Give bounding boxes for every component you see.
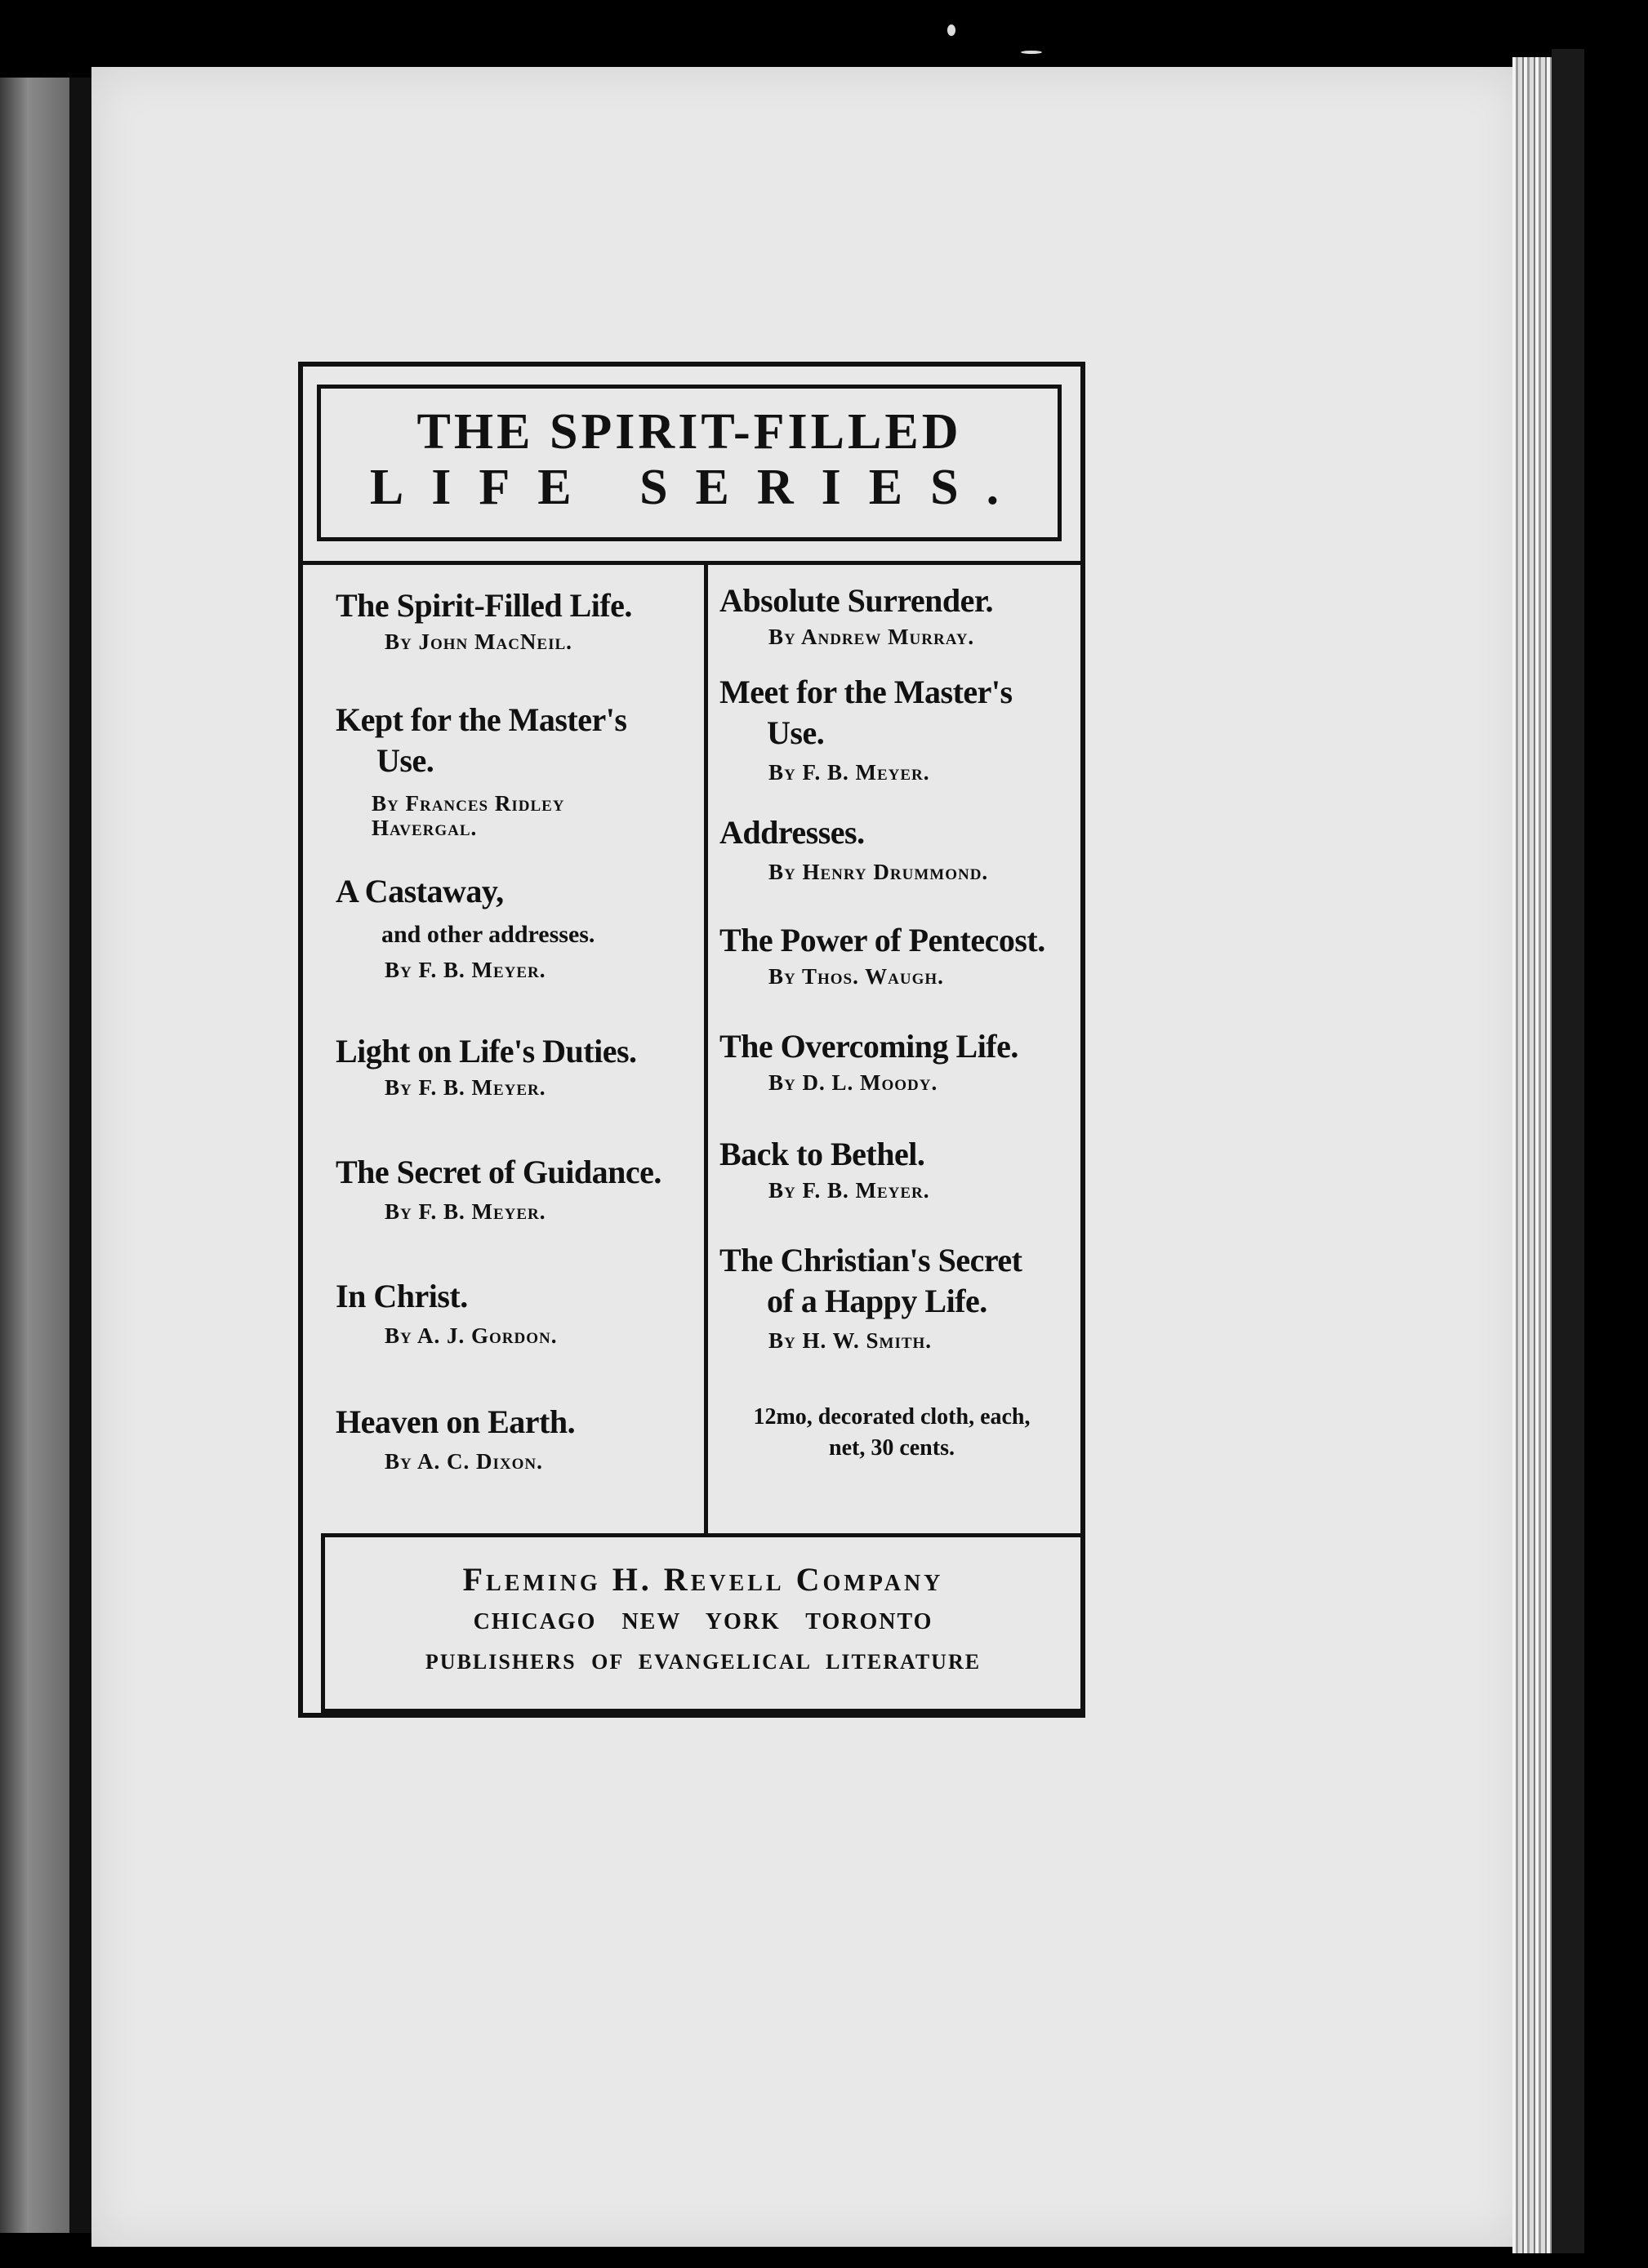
series-title-line-2: LIFE SERIES.	[369, 460, 1027, 515]
book-title: Kept for the Master's	[336, 701, 627, 738]
book-entry	[336, 1276, 695, 1351]
book-title: The Power of Pentecost.	[719, 922, 1045, 958]
publisher-tagline: PUBLISHERS OF EVANGELICAL LITERATURE	[425, 1650, 982, 1674]
price-line-1: 12mo, decorated cloth, each,	[753, 1404, 1031, 1430]
facing-page-edge	[0, 78, 69, 2233]
book-author: By Andrew Murray.	[768, 625, 975, 649]
book-entry	[336, 585, 695, 657]
book-entry	[719, 1026, 1079, 1098]
book-entry	[336, 871, 695, 985]
book-entry	[719, 1240, 1079, 1356]
book-title: The Christian's Secret	[719, 1242, 1022, 1279]
book-title-continued: of a Happy Life.	[767, 1283, 987, 1319]
column-divider	[704, 565, 708, 1533]
publisher-name: Fleming H. Revell Company	[462, 1561, 944, 1598]
publisher-cities: CHICAGO NEW YORK TORONTO	[473, 1609, 933, 1634]
book-entry	[719, 672, 1079, 788]
book-title: Meet for the Master's	[719, 674, 1013, 710]
price-line-2: net, 30 cents.	[829, 1435, 955, 1461]
book-author: By F. B. Meyer.	[385, 958, 546, 982]
book-author: By Frances Ridley	[372, 791, 565, 816]
book-entry	[336, 700, 695, 840]
book-author: By Thos. Waugh.	[768, 964, 944, 989]
book-title: The Overcoming Life.	[719, 1028, 1018, 1065]
book-author-continued: Havergal.	[372, 816, 478, 840]
book-author: By F. B. Meyer.	[768, 760, 930, 785]
title-divider-rule	[303, 561, 1080, 565]
scan-speck	[1021, 51, 1042, 54]
book-author: By John MacNeil.	[385, 629, 572, 654]
book-subtitle: and other addresses.	[381, 921, 595, 948]
book-title: Heaven on Earth.	[336, 1403, 576, 1440]
book-entry	[719, 1134, 1079, 1206]
gutter-shadow	[69, 78, 94, 2233]
scan-speck	[947, 24, 955, 36]
book-author: By H. W. Smith.	[768, 1328, 933, 1353]
series-title-line-1: THE SPIRIT-FILLED	[416, 404, 962, 460]
publisher-box	[321, 1533, 1085, 1713]
book-title-continued: Use.	[376, 742, 434, 779]
book-author: By D. L. Moody.	[768, 1070, 938, 1095]
book-title-continued: Use.	[767, 714, 825, 751]
book-author: By A. C. Dixon.	[385, 1449, 543, 1474]
book-author: By F. B. Meyer.	[385, 1075, 546, 1100]
book-entry	[336, 1402, 695, 1477]
book-entry	[336, 1152, 695, 1227]
book-entry	[336, 1031, 695, 1103]
book-title: In Christ.	[336, 1278, 468, 1314]
book-entry	[719, 580, 1079, 652]
book-title: A Castaway,	[336, 873, 504, 909]
book-title: The Secret of Guidance.	[336, 1154, 661, 1190]
book-entry	[719, 920, 1079, 992]
series-title-box	[317, 385, 1062, 541]
book-title: Absolute Surrender.	[719, 582, 993, 619]
book-author: By Henry Drummond.	[768, 860, 989, 884]
book-title: Addresses.	[719, 814, 865, 851]
book-series-advertisement	[298, 362, 1085, 1718]
book-title: Light on Life's Duties.	[336, 1033, 637, 1070]
book-author: By A. J. Gordon.	[385, 1323, 558, 1348]
price-note	[716, 1402, 1076, 1464]
cover-edge	[1552, 49, 1584, 2253]
book-title: The Spirit-Filled Life.	[336, 587, 632, 624]
book-author: By F. B. Meyer.	[768, 1178, 930, 1203]
page-stack-edge	[1512, 57, 1552, 2253]
book-title: Back to Bethel.	[719, 1136, 925, 1172]
book-author: By F. B. Meyer.	[385, 1199, 546, 1224]
book-entry	[719, 812, 1079, 887]
